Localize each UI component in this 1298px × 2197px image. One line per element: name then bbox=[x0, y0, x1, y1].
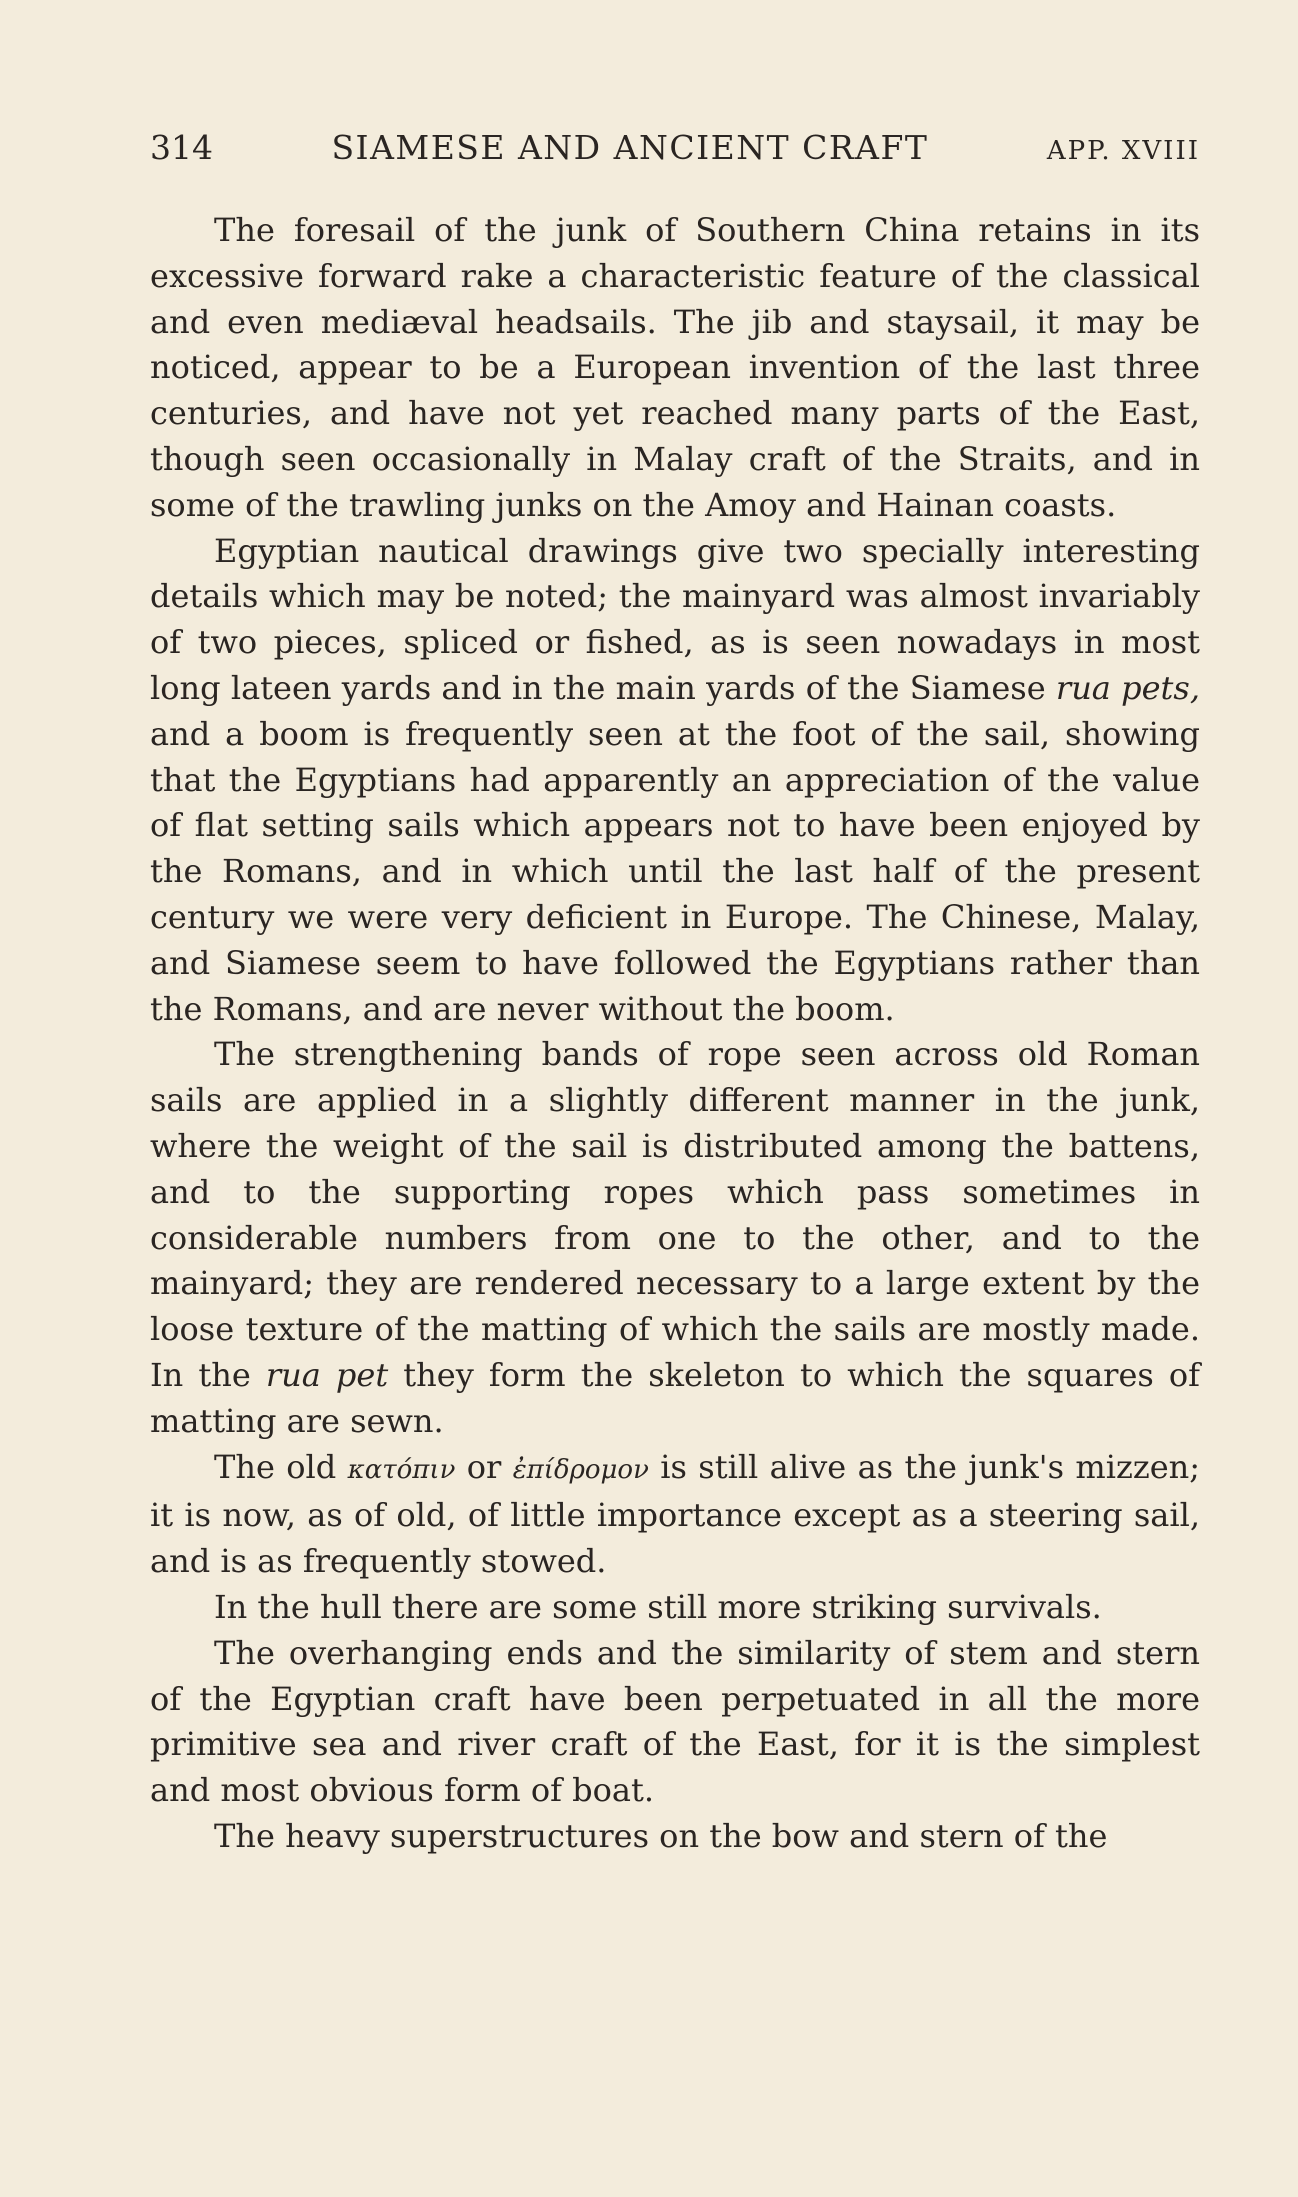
paragraph-foresail: The foresail of the junk of Southern China retains in its excessive forward rake a characteristic feature of the classical and even mediæval headsails. The jib and staysail, it may be noticed, appear to be a European invention of the last three centuries, and have not yet reached many parts of the East, though seen occasionally in Malay craft of the Straits, and in some of the trawling junks on the Amoy and Hainan coasts. bbox=[150, 211, 1200, 524]
paragraph-text: The old bbox=[214, 1447, 348, 1486]
paragraph-text: is still alive as the junk's mizzen; it is now, as of old, of little importance except as a steering sail, and is as frequently stowed. bbox=[150, 1447, 1201, 1581]
body-text bbox=[150, 208, 1200, 1860]
running-head bbox=[150, 128, 1200, 178]
running-title: SIAMESE AND ANCIENT CRAFT bbox=[331, 128, 929, 167]
appendix-label: APP. XVIII bbox=[1046, 136, 1200, 166]
paragraph-text: or bbox=[455, 1447, 513, 1486]
paragraph-mizzen bbox=[150, 1445, 1200, 1585]
greek-term: κατόπιν bbox=[347, 1454, 456, 1485]
book-page bbox=[150, 128, 1200, 1860]
paragraph-text: The strengthening bands of rope seen across old Roman sails are applied in a slightly different manner in the junk, where the weight of the sail is distributed among the battens, and to the supporting ropes which pass sometimes in considerable numbers from one to the other, and to the mainyard; they are rendered necessary to a large extent by the loose texture of the matting of which the sails are mostly made. In the bbox=[150, 1035, 1200, 1394]
paragraph-superstructures: The heavy superstructures on the bow and stern of the bbox=[214, 1816, 1108, 1855]
paragraph-text: they form the skeleton to which the squares of matting are sewn. bbox=[150, 1355, 1200, 1440]
paragraph-hull: In the hull there are some still more striking survivals. bbox=[214, 1587, 1102, 1626]
italic-term: rua pet bbox=[265, 1355, 389, 1394]
paragraph-text: and a boom is frequently seen at the foot of the sail, showing that the Egyptians had apparently an appreciation of the value of flat setting sails which appears not to have been enjoyed by the Romans, and in which until the last half of the present century we were very deficient in Europe. The Chinese, Malay, and Siamese seem to have followed the Egyptians rather than the Romans, and are never without the boom. bbox=[150, 714, 1200, 1028]
paragraph-rope-bands bbox=[150, 1032, 1200, 1444]
paragraph-text: Egyptian nautical drawings give two specially interesting details which may be noted; the mainyard was almost invariably of two pieces, spliced or fished, as is seen nowadays in most long lateen yards and in the main yards of the Siamese bbox=[150, 531, 1200, 707]
paragraph-overhanging-ends: The overhanging ends and the similarity of stem and stern of the Egyptian craft have been perpetuated in all the more primitive sea and river craft of the East, for it is the simplest and most obvious form of boat. bbox=[150, 1633, 1200, 1810]
italic-term: rua pets, bbox=[1055, 668, 1201, 707]
greek-term: ἐπίδρομον bbox=[512, 1454, 649, 1485]
page-number: 314 bbox=[150, 128, 213, 167]
paragraph-egyptian-drawings bbox=[150, 529, 1200, 1033]
